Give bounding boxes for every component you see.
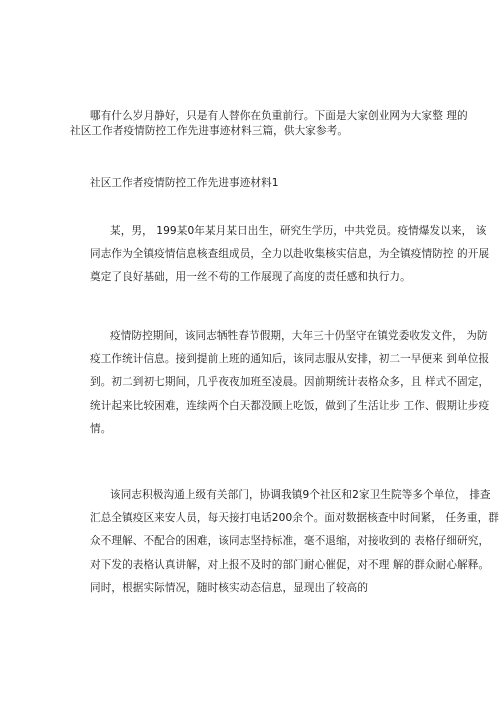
paragraph-line: 对下发的表格认真讲解，对上报不及时的部门耐心催促，对不理 解的群众耐心解释。	[90, 558, 490, 571]
paragraph-line: 奠定了良好基础，用一丝不苟的工作展现了高度的责任感和执行力。	[90, 271, 411, 284]
body-paragraph-3	[70, 484, 499, 600]
section-heading: 社区工作者疫情防控工作先进事迹材料1	[90, 177, 279, 189]
paragraph-line: 某，男， 199某0年某月某日出生，研究生学历，中共党员。疫情爆发以来， 该	[110, 225, 487, 237]
paragraph-line: 疫工作统计信息。接到提前上班的通知后，该同志服从安排，初二一早便来 到单位报	[90, 353, 490, 366]
paragraph-line: 众不理解、不配合的困难，该同志坚持标准，毫不退缩，对接收到的 表格仔细研究，	[90, 535, 490, 548]
paragraph-line: 汇总全镇疫区来安人员，每天接打电话200余个。面对数据核查中时间紧， 任务重，群	[90, 512, 499, 525]
paragraph-line: 该同志积极沟通上级有关部门，协调我镇9个社区和2家卫生院等多个单位， 排查	[110, 489, 491, 501]
intro-paragraph	[70, 109, 468, 139]
intro-line: 社区工作者疫情防控工作先进事迹材料三篇，供大家参考。	[70, 125, 349, 137]
body-paragraph-2	[70, 325, 490, 441]
paragraph-line: 统计起来比较困难，连续两个白天都没顾上吃饭，做到了生活让步 工作、假期让步疫	[90, 399, 490, 412]
paragraph-line: 疫情防控期间，该同志牺牲春节假期，大年三十仍坚守在镇党委收发文件， 为防	[110, 330, 488, 342]
body-paragraph-1	[70, 220, 490, 290]
paragraph-line: 同志作为全镇疫情信息核查组成员，全力以赴收集核实信息，为全镇疫情防控 的开展	[90, 248, 490, 261]
paragraph-line: 情。	[90, 422, 112, 435]
paragraph-line: 到。初二到初七期间，几乎夜夜加班至凌晨。因前期统计表格众多，且 样式不固定，	[90, 376, 490, 389]
paragraph-line: 同时，根据实际情况，随时核实动态信息，显现出了较高的	[90, 581, 369, 594]
intro-line: 哪有什么岁月静好，只是有人替你在负重前行。下面是大家创业网为大家整 理的	[90, 110, 468, 122]
